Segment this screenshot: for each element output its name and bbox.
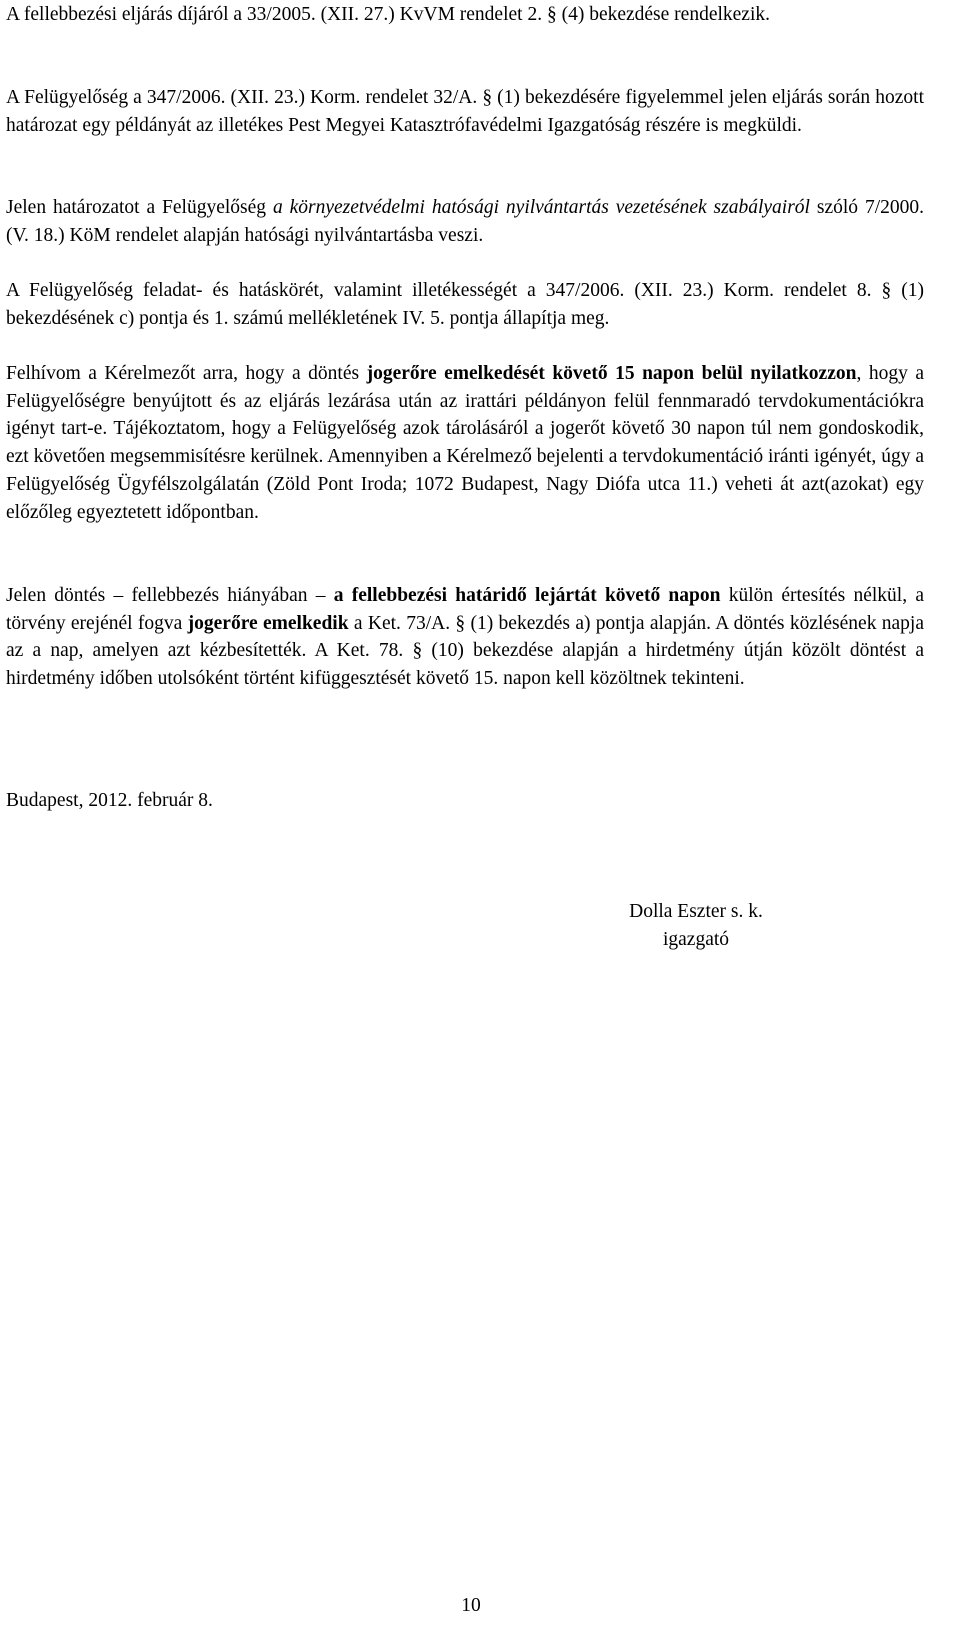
- bold-appeal-deadline-phrase: a fellebbezési határidő lejártát követő napon: [333, 585, 721, 606]
- paragraph-appeal-fee: [6, 1, 924, 29]
- signatory-name: Dolla Eszter s. k.: [629, 901, 763, 922]
- paragraph-text: Jelen határozatot a Felügyelőség: [6, 197, 273, 218]
- paragraph-text: A fellebbezési eljárás díjáról a 33/2005. (XII. 27.) KvVM rendelet 2. § (4) bekezdése rendelkezik.: [6, 4, 771, 25]
- paragraph-competence: [6, 277, 924, 332]
- paragraph-text: Jelen döntés – fellebbezés hiányában –: [6, 585, 334, 606]
- paragraph-text: , hogy a Felügyelőségre benyújtott és az eljárás lezárása után az irattári példányon felül fennmaradó tervdokumentációkra igényt tart-e. Tájékoztatom, hogy a Felügyelőség azok tárolásáról a jogerőt követő 30 napon túl nem gondoskodik, ezt követően megsemmisítésre kerülnek. Amennyiben a Kérelmező bejelenti a tervdokumentáció iránti igényét, úgy a Felügyelőség Ügyfélszolgálatán (Zöld Pont Iroda; 1072 Budapest, Nagy Diófa utca 11.) veheti át azt(azokat) egy előzőleg egyeztetett időpontban.: [6, 363, 924, 523]
- paragraph-disaster-management-notice: [6, 84, 924, 139]
- signature-block: [606, 898, 786, 953]
- paragraph-text: szóló 7/2000. (V. 18.) KöM rendelet alapján hatósági nyilvántartásba veszi.: [6, 197, 924, 246]
- paragraph-finality: [6, 582, 924, 693]
- page-number: 10: [461, 1595, 481, 1616]
- document-page: [6, 0, 924, 1626]
- paragraph-documentation-request: [6, 360, 924, 526]
- paragraph-text: külön értesítés nélkül, a törvény erejénél fogva: [6, 585, 924, 634]
- paragraph-text: A Felügyelőség a 347/2006. (XII. 23.) Korm. rendelet 32/A. § (1) bekezdésére figyelemmel jelen eljárás során hozott határozat egy példányát az illetékes Pest Megyei Katasztrófavédelmi Igazgatóság részére is megküldi.: [6, 87, 924, 136]
- place-and-date: Budapest, 2012. február 8.: [6, 790, 213, 811]
- bold-finality-phrase: jogerőre emelkedik: [187, 612, 349, 634]
- italic-regulation-title: a környezetvédelmi hatósági nyilvántartás vezetésének szabályairól: [272, 197, 810, 218]
- paragraph-text: Felhívom a Kérelmezőt arra, hogy a döntés: [6, 363, 367, 384]
- bold-deadline-phrase: jogerőre emelkedését követő 15 napon belül nyilatkozzon: [366, 363, 857, 384]
- paragraph-text: A Felügyelőség feladat- és hatáskörét, valamint illetékességét a 347/2006. (XII. 23.) Korm. rendelet 8. § (1) bekezdésének c) pontja és 1. számú mellékletének IV. 5. pontja állapítja meg.: [6, 280, 924, 329]
- paragraph-text: a Ket. 73/A. § (1) bekezdés a) pontja alapján. A döntés közlésének napja az a nap, amelyen azt kézbesítették. A Ket. 78. § (10) bekezdése alapján a hirdetmény útján közölt döntést a hirdetmény időben utolsóként történt kifüggesztését követő 15. napon kell közöltnek tekinteni.: [6, 612, 924, 690]
- signatory-title: igazgató: [662, 928, 730, 950]
- paragraph-registry: [6, 194, 924, 249]
